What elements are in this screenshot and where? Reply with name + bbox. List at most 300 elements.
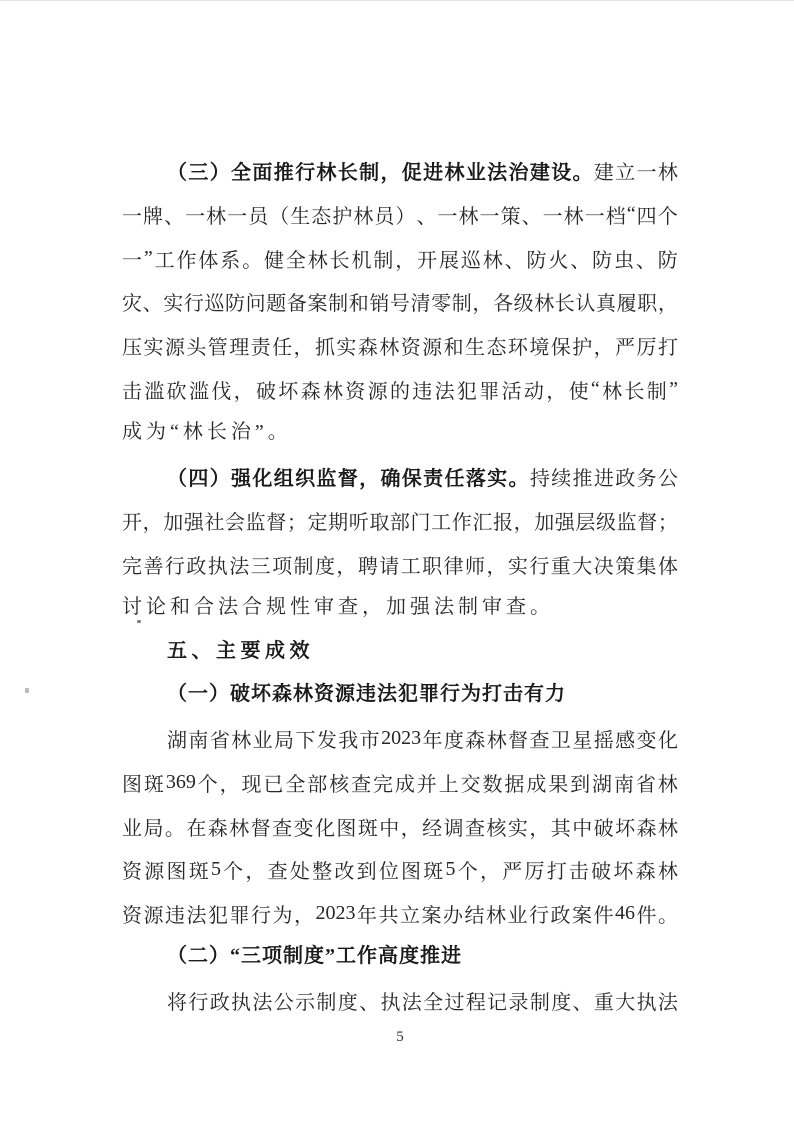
text-char: 罪 <box>479 380 500 403</box>
text-line <box>122 586 678 630</box>
text-char: 案 <box>307 293 328 316</box>
text-char: 制 <box>646 380 667 403</box>
text-char: 改 <box>334 861 355 884</box>
text-char: 实 <box>507 817 528 840</box>
text-char: 一 <box>636 162 657 185</box>
text-char: 个 <box>197 773 218 796</box>
text-char: 滥 <box>188 380 209 403</box>
text-char: 查 <box>267 861 288 884</box>
text-char: 健 <box>264 249 285 272</box>
text-char: 。 <box>508 468 529 491</box>
text-char: 省 <box>635 773 656 796</box>
text-char: 度 <box>337 992 358 1015</box>
text-char: 三 <box>250 555 271 578</box>
text-char: 、 <box>416 206 437 229</box>
text-char: 资 <box>122 861 142 884</box>
text-char: 督 <box>266 511 287 534</box>
text-char: 位 <box>378 861 399 884</box>
text-char: 职 <box>637 293 658 316</box>
text-char: 期 <box>328 511 349 534</box>
text-line <box>122 499 678 543</box>
text-char: 资 <box>400 337 421 360</box>
text-line <box>122 367 678 411</box>
text-char: 、 <box>359 992 380 1015</box>
text-char: 防 <box>225 293 246 316</box>
text-char: 政 <box>550 905 571 928</box>
text-char: 工 <box>154 249 175 272</box>
text-char: ， <box>395 249 416 272</box>
text-char: 抓 <box>314 337 335 360</box>
text-char: 林 <box>231 730 252 753</box>
text-char: 资 <box>122 905 142 928</box>
text-char: 治 <box>508 162 529 185</box>
text-char: 件 <box>636 905 657 928</box>
text-char: 资 <box>345 380 366 403</box>
text-char: 破 <box>255 380 276 403</box>
text-char: 一 <box>584 206 605 229</box>
text-char: 业 <box>465 162 486 185</box>
text-char: 图 <box>166 861 187 884</box>
text-char: 源 <box>143 905 164 928</box>
text-char: 头 <box>186 337 207 360</box>
text-char: 社 <box>204 511 225 534</box>
text-char: 林 <box>657 773 678 796</box>
text-char: 度 <box>443 730 464 753</box>
text-char: 工 <box>400 555 421 578</box>
text-char: 图 <box>122 773 142 796</box>
text-char: 源 <box>422 337 443 360</box>
text-char: 理 <box>229 337 250 360</box>
text-char: （ <box>167 468 187 491</box>
text-char: 织 <box>295 468 316 491</box>
text-char: 务 <box>636 468 657 491</box>
text-char: 实 <box>487 468 508 491</box>
text-char: 督 <box>250 817 271 840</box>
text-char: ， <box>336 555 357 578</box>
text-char: 查 <box>529 730 550 753</box>
text-char: 行 <box>529 905 549 928</box>
text-char: 记 <box>487 992 508 1015</box>
text-char: 推 <box>273 162 294 185</box>
text-char: 保 <box>550 337 571 360</box>
text-char: 星 <box>572 730 593 753</box>
text-char: 程 <box>465 992 486 1015</box>
text-char: 林 <box>206 206 227 229</box>
text-char: 击 <box>568 861 589 884</box>
text-char: 实 <box>336 337 357 360</box>
text-char: 法 <box>487 162 508 185</box>
text-char: ， <box>359 468 380 491</box>
text-char: 监 <box>616 511 637 534</box>
text-char: 破 <box>591 861 612 884</box>
text-char: 度 <box>314 555 335 578</box>
text-char: 违 <box>412 380 433 403</box>
text-char: 执 <box>380 992 401 1015</box>
text-char: 护 <box>572 337 593 360</box>
text-char: 图 <box>336 817 357 840</box>
text-char: 虫 <box>614 249 635 272</box>
text-char: 体 <box>657 555 678 578</box>
text-char: 案 <box>421 905 442 928</box>
text-char: 推 <box>572 468 593 491</box>
text-char: 制 <box>373 249 394 272</box>
text-char: 取 <box>369 511 390 534</box>
text-char: 森 <box>207 817 228 840</box>
text-char: 已 <box>263 773 284 796</box>
text-char: 态 <box>486 337 507 360</box>
text-char: 三 <box>188 162 209 185</box>
text-char: 打 <box>546 861 567 884</box>
text-char: 实 <box>163 293 184 316</box>
text-char: 林 <box>602 380 623 403</box>
text-char: 真 <box>596 293 617 316</box>
text-char: 件 <box>593 905 614 928</box>
text-char: ， <box>400 817 421 840</box>
text-char: 在 <box>186 817 207 840</box>
text-char: 5 <box>445 858 456 881</box>
text-char: （ <box>269 206 290 229</box>
subheading-2-three-systems-progress <box>122 935 678 979</box>
text-char: 活 <box>501 380 522 403</box>
text-char: 建 <box>529 162 550 185</box>
text-char: 展 <box>439 249 460 272</box>
text-char: 摇 <box>593 730 614 753</box>
text-char: 行 <box>183 293 204 316</box>
text-char: 集 <box>636 555 657 578</box>
text-char: 坏 <box>278 380 299 403</box>
text-char: 、 <box>164 206 185 229</box>
text-char: 护 <box>332 206 353 229</box>
text-char: 部 <box>389 511 410 534</box>
text-char: 督 <box>637 511 658 534</box>
text-char: 其 <box>550 817 571 840</box>
text-char: 全 <box>285 249 306 272</box>
text-char: 办 <box>443 905 463 928</box>
text-char: 制 <box>529 992 550 1015</box>
text-char: 档 <box>605 206 626 229</box>
text-char: 。 <box>572 162 593 185</box>
text-char: ； <box>286 511 307 534</box>
text-char: 职 <box>422 555 443 578</box>
text-char: 定 <box>307 511 328 534</box>
text-char: 实 <box>143 337 164 360</box>
text-char: 听 <box>348 511 369 534</box>
text-char: 46 <box>615 902 635 925</box>
text-char: 中 <box>572 817 593 840</box>
text-line <box>122 149 678 193</box>
text-char: ， <box>657 293 678 316</box>
section-4-organizational-supervision <box>122 455 678 630</box>
text-char: ， <box>479 861 500 884</box>
text-char: 法 <box>252 992 273 1015</box>
text-char: 变 <box>636 730 657 753</box>
text-char: 源 <box>367 380 388 403</box>
text-line <box>122 673 678 717</box>
text-char: 政 <box>186 555 207 578</box>
text-char: 厉 <box>636 337 657 360</box>
text-char: 据 <box>504 773 525 796</box>
text-char: 查 <box>465 817 485 840</box>
text-char: 防 <box>592 249 613 272</box>
text-char: 个 <box>457 861 478 884</box>
text-char: 防 <box>526 249 547 272</box>
text-char: 督 <box>508 730 529 753</box>
scan-edge-artifact <box>0 0 794 1</box>
text-char: 核 <box>329 773 350 796</box>
text-char: 违 <box>165 905 185 928</box>
text-char: 和 <box>443 337 464 360</box>
text-char: 责 <box>423 468 444 491</box>
text-char: 执 <box>207 555 228 578</box>
text-char: 林 <box>657 861 678 884</box>
text-char: ， <box>472 293 493 316</box>
text-char: ， <box>380 162 401 185</box>
text-char: 行 <box>529 555 550 578</box>
text-char: 下 <box>295 730 316 753</box>
text-char: ， <box>294 905 314 928</box>
text-char: 强 <box>231 468 252 491</box>
text-char: 全 <box>231 162 252 185</box>
text-char: 生 <box>465 337 485 360</box>
text-char: 林 <box>486 905 506 928</box>
text-char: ” <box>143 246 153 269</box>
text-char: 系 <box>220 249 241 272</box>
text-char: 员 <box>248 206 269 229</box>
text-char: 破 <box>593 817 614 840</box>
text-char: 个 <box>657 206 678 229</box>
text-char: 共 <box>378 905 399 928</box>
text-char: 体 <box>198 249 219 272</box>
text-char: 加 <box>534 511 555 534</box>
text-char: 变 <box>293 817 314 840</box>
text-char: 动 <box>523 380 544 403</box>
text-char: 确 <box>380 468 401 491</box>
text-char: ， <box>529 817 550 840</box>
text-char: 湖 <box>592 773 613 796</box>
text-char: 境 <box>529 337 550 360</box>
text-char: 师 <box>465 555 485 578</box>
text-char: 一 <box>122 249 142 272</box>
text-char: 核 <box>486 817 507 840</box>
text-char: 源 <box>164 337 185 360</box>
text-char: 一 <box>185 206 206 229</box>
text-char: 使 <box>568 380 589 403</box>
text-char: 2023 <box>315 902 356 925</box>
text-char: 卫 <box>550 730 571 753</box>
text-char: 将 <box>167 992 187 1015</box>
text-line <box>122 804 678 848</box>
page-number: 5 <box>396 1029 404 1045</box>
text-char: 会 <box>225 511 246 534</box>
text-char: 我 <box>338 730 359 753</box>
text-char: 犯 <box>456 380 477 403</box>
text-char: 年 <box>357 905 377 928</box>
text-char: 斑 <box>143 773 164 796</box>
text-char: 法 <box>401 992 422 1015</box>
text-char: 制 <box>316 992 337 1015</box>
text-char: 部 <box>307 773 328 796</box>
text-char: 长 <box>624 380 645 403</box>
text-char: 的 <box>389 380 410 403</box>
text-line <box>122 280 678 324</box>
text-char: 度 <box>551 992 572 1015</box>
text-char: 汇 <box>472 511 493 534</box>
text-char: 法 <box>229 555 250 578</box>
text-char: 请 <box>379 555 400 578</box>
text-char: ， <box>233 380 254 403</box>
text-char: ） <box>395 206 416 229</box>
text-char: 整 <box>312 861 333 884</box>
text-char: 牌 <box>143 206 164 229</box>
text-char: 坏 <box>613 861 634 884</box>
text-char: 行 <box>164 555 185 578</box>
text-char: 和 <box>348 293 369 316</box>
text-char: 一 <box>542 206 563 229</box>
text-char: ， <box>219 773 240 796</box>
text-char: 森 <box>300 380 321 403</box>
text-char: 工 <box>431 511 452 534</box>
text-char: 。 <box>242 249 263 272</box>
text-char: 四 <box>636 206 657 229</box>
text-char: 问 <box>245 293 266 316</box>
text-char: 业 <box>122 817 142 840</box>
text-char: 履 <box>616 293 637 316</box>
text-char: 环 <box>507 337 528 360</box>
text-char: 年 <box>422 730 443 753</box>
text-char: 省 <box>209 730 230 753</box>
text-char: 大 <box>572 555 593 578</box>
text-char: 到 <box>356 861 377 884</box>
text-char: ， <box>593 337 614 360</box>
text-char: ” <box>669 377 678 400</box>
text-char: 进 <box>593 468 614 491</box>
text-char: 灾 <box>122 293 142 316</box>
text-char: 、 <box>504 249 525 272</box>
text-char: 面 <box>252 162 273 185</box>
text-char: 、 <box>570 249 591 272</box>
text-char: 砍 <box>166 380 187 403</box>
text-char: 湖 <box>167 730 187 753</box>
text-char: 执 <box>231 992 252 1015</box>
text-line <box>122 455 678 499</box>
text-segment: （一）破坏森林资源违法犯罪行为打击有力 <box>167 683 566 706</box>
text-char: 法 <box>657 992 678 1015</box>
text-char: 制 <box>359 162 380 185</box>
text-line <box>122 717 678 761</box>
text-char: 落 <box>465 468 486 491</box>
text-char: 斑 <box>423 861 444 884</box>
text-char: 林 <box>563 206 584 229</box>
text-char: 伐 <box>211 380 232 403</box>
text-char: 、 <box>142 293 163 316</box>
text-line <box>122 324 678 368</box>
text-char: 完 <box>372 773 393 796</box>
text-char: 清 <box>410 293 431 316</box>
text-char: 林 <box>229 817 250 840</box>
text-char: 经 <box>422 817 443 840</box>
text-char: 林 <box>307 249 328 272</box>
heading-5-main-achievements <box>122 630 678 674</box>
text-char: 斑 <box>188 861 209 884</box>
text-char: ， <box>293 337 314 360</box>
text-char: 巡 <box>204 293 225 316</box>
text-char: ， <box>513 511 534 534</box>
text-char: 续 <box>551 468 572 491</box>
text-char: 号 <box>389 293 410 316</box>
text-char: 级 <box>596 511 617 534</box>
text-char: 各 <box>492 293 513 316</box>
text-char: 并 <box>416 773 437 796</box>
text-char: 化 <box>657 730 678 753</box>
text-char: 全 <box>423 992 444 1015</box>
text-char: 南 <box>613 773 634 796</box>
text-char: 调 <box>443 817 464 840</box>
text-char: 强 <box>183 511 204 534</box>
text-char: 监 <box>316 468 337 491</box>
text-line <box>122 630 678 674</box>
text-char: 化 <box>252 468 273 491</box>
text-char: 一 <box>227 206 248 229</box>
text-char: 处 <box>289 861 310 884</box>
text-char: 促 <box>401 162 422 185</box>
text-char: 长 <box>329 249 350 272</box>
text-char: 发 <box>316 730 337 753</box>
text-char: 成 <box>526 773 547 796</box>
text-char: 交 <box>460 773 481 796</box>
text-char: 林 <box>657 817 678 840</box>
text-char: 个 <box>223 861 244 884</box>
text-char: ） <box>209 468 230 491</box>
text-char: 果 <box>548 773 569 796</box>
text-char: 林 <box>316 162 337 185</box>
text-char: 持 <box>529 468 550 491</box>
text-char: ； <box>657 511 678 534</box>
text-char: 现 <box>241 773 262 796</box>
text-char: 层 <box>575 511 596 534</box>
text-char: 长 <box>554 293 575 316</box>
text-char: 重 <box>593 992 614 1015</box>
text-char: 制 <box>328 293 349 316</box>
text-char: 强 <box>554 511 575 534</box>
text-char: 督 <box>337 468 358 491</box>
text-char: 巡 <box>460 249 481 272</box>
text-char: 立 <box>615 162 636 185</box>
text-char: 实 <box>507 555 528 578</box>
text-char: 林 <box>444 162 465 185</box>
text-char: 上 <box>438 773 459 796</box>
text-char: 感 <box>615 730 636 753</box>
text-char: 行 <box>295 162 316 185</box>
text-line <box>122 411 678 455</box>
text-char: 善 <box>143 555 164 578</box>
text-char: 到 <box>570 773 591 796</box>
text-char: 击 <box>122 380 142 403</box>
text-char: 任 <box>272 337 293 360</box>
text-char: 查 <box>351 773 372 796</box>
text-char: 门 <box>410 511 431 534</box>
text-char: 、 <box>521 206 542 229</box>
text-char: 机 <box>351 249 372 272</box>
text-char: 案 <box>572 905 592 928</box>
text-char: 中 <box>379 817 400 840</box>
text-char: 369 <box>165 770 196 793</box>
text-char: 森 <box>465 730 486 753</box>
text-char: 执 <box>636 992 657 1015</box>
text-char: 、 <box>572 992 593 1015</box>
para-three-systems-intro <box>122 979 678 1023</box>
para-forest-inspection-results <box>122 717 678 935</box>
section-3-forest-chief-system <box>122 149 678 455</box>
